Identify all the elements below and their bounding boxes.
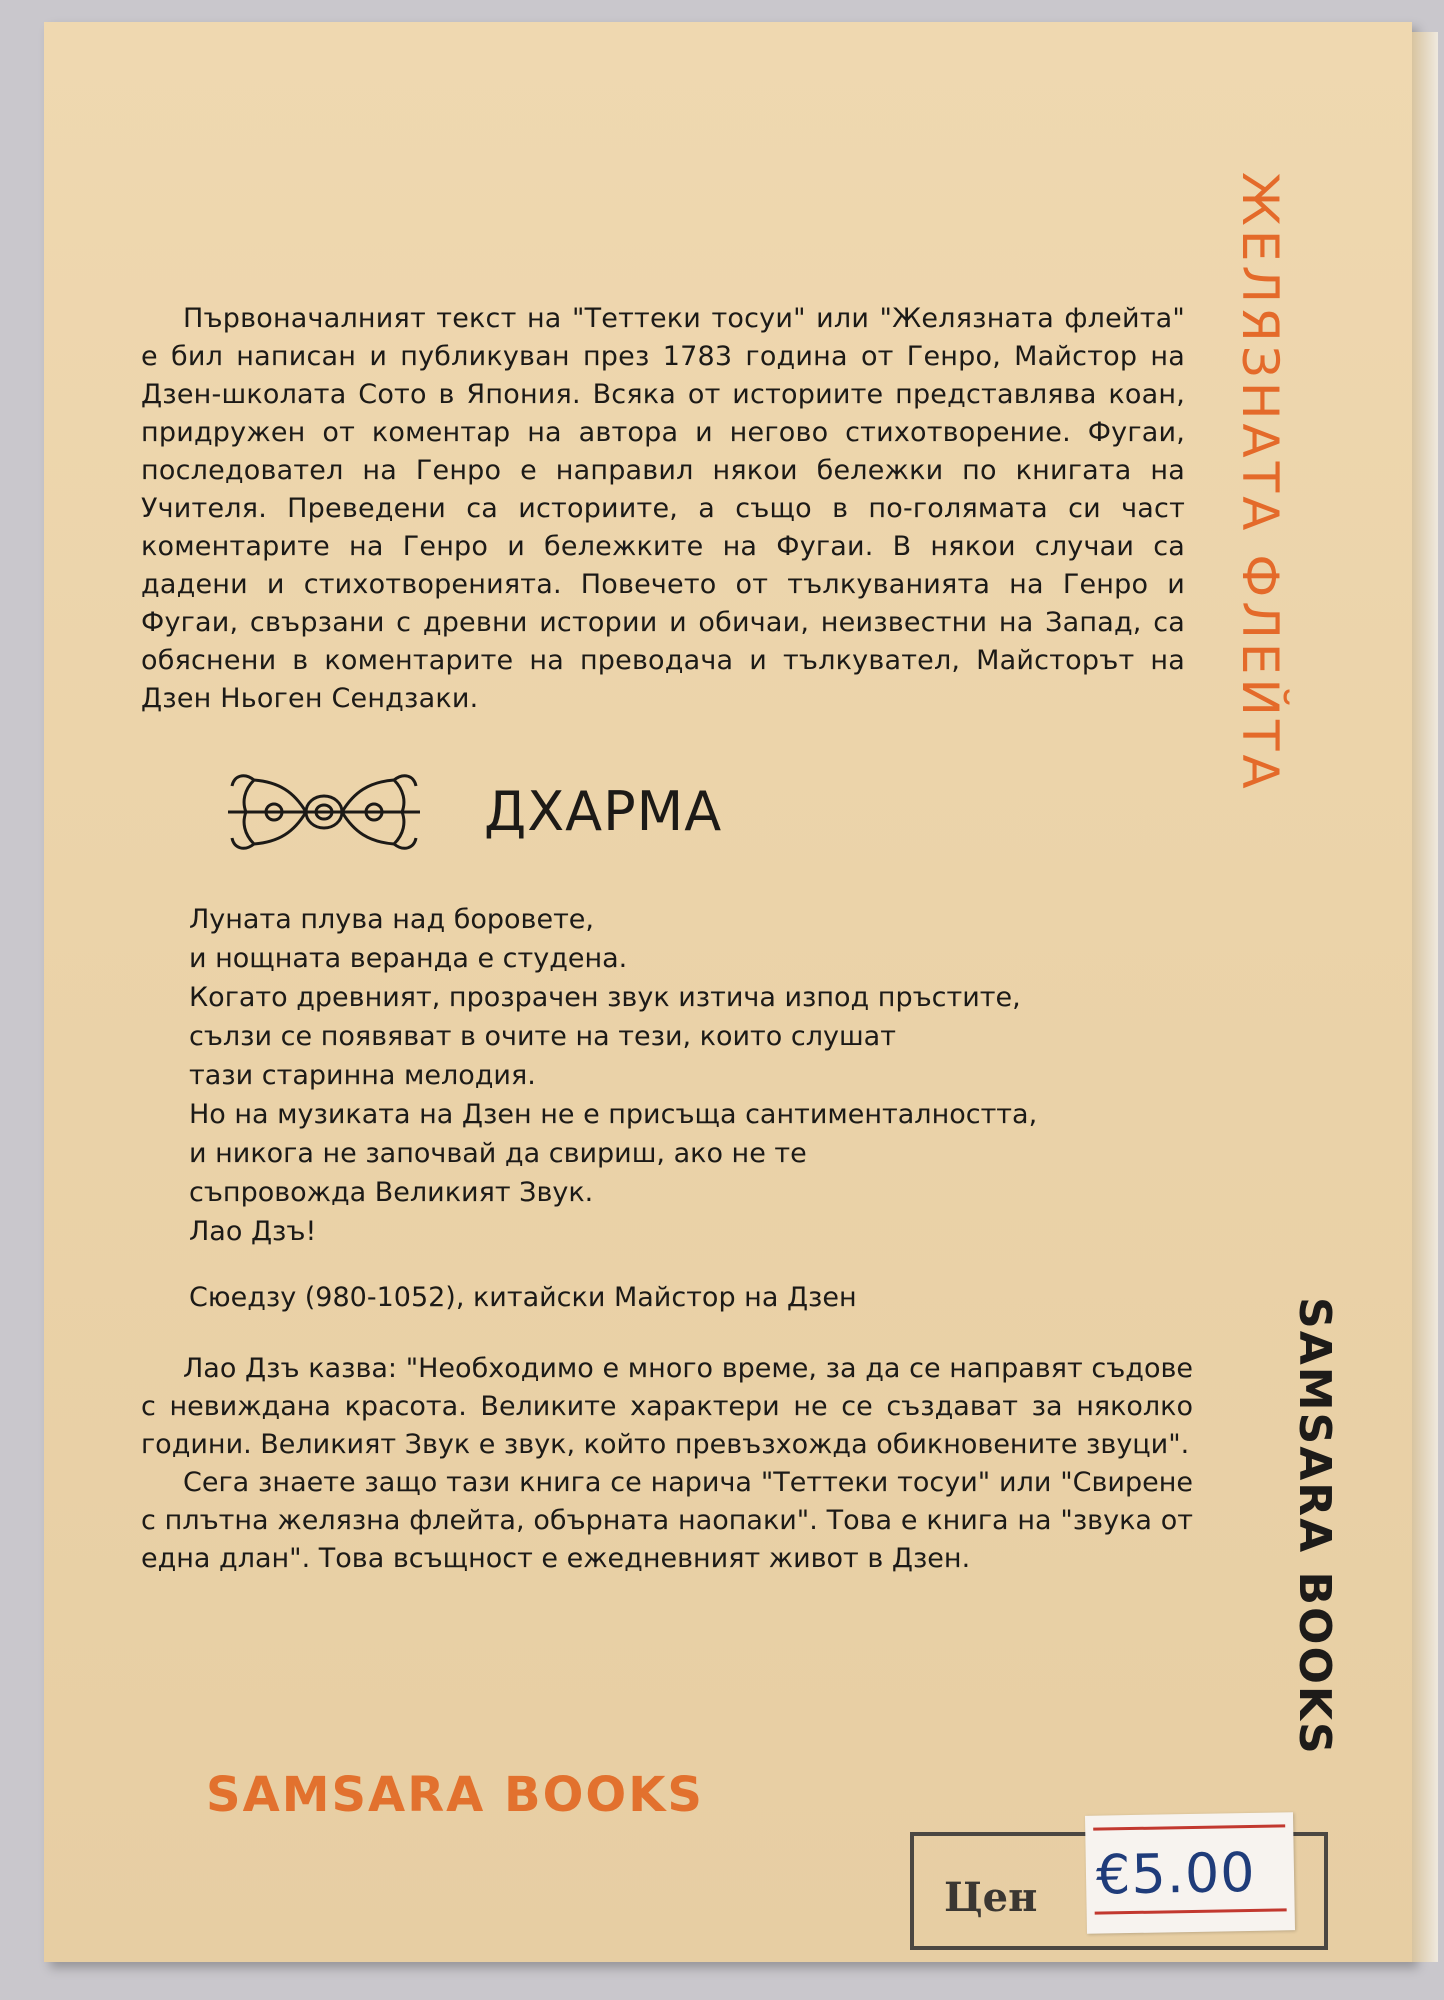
emblem-title: ДХАРМА: [484, 780, 723, 843]
vajra-icon: [224, 762, 424, 862]
publisher-logo: SAMSARA BOOKS: [206, 1767, 704, 1823]
poem-line: и нощната веранда е студена.: [189, 943, 628, 974]
spine-title: ЖЕЛЯЗНАТА ФЛЕЙТА: [1231, 172, 1289, 793]
poem-line: сълзи се появяват в очите на тези, които слушат: [189, 1021, 896, 1052]
closing-text: [141, 1350, 1193, 1578]
price-sticker: [1085, 1812, 1295, 1934]
closing-paragraph: Сега знаете защо тази книга се нарича "Теттеки тосуи" или "Свирене с плътна желязна флейта, обърната наопаки". Това е книга на "звука от една длан". Това всъщност е ежедневният живот в Дзен.: [141, 1467, 1193, 1574]
price-sticker-line: [1093, 1824, 1285, 1830]
closing-paragraph: Лао Дзъ казва: "Необходимо е много време, за да се направят съдове с невиждана красота. Великите характери не се създават за няколко години. Великият Звук е звук, който превъзхожда обикновените звуци".: [141, 1353, 1193, 1460]
poem-attribution: Сюедзу (980-1052), китайски Майстор на Дзен: [189, 1282, 857, 1313]
poem-line: Лао Дзъ!: [189, 1216, 317, 1247]
price-sticker-line: [1095, 1908, 1287, 1914]
poem-line: съпровожда Великият Звук.: [189, 1177, 594, 1208]
spine-publisher-logo: SAMSARA BOOKS: [1289, 1297, 1340, 1756]
cover-page-edge: [1412, 32, 1438, 1962]
dharma-emblem-row: [224, 762, 824, 872]
price-stamp-text: Цен: [944, 1874, 1038, 1921]
poem-line: Когато древният, прозрачен звук изтича изпод пръстите,: [189, 982, 1021, 1013]
poem: [189, 900, 1089, 1251]
intro-paragraph: Първоначалният текст на "Теттеки тосуи" или "Желязната флейта" е бил написан и публикуван през 1783 година от Генро, Майстор на Дзен-школата Сото в Япония. Всяка от историите представлява коан, придружен от коментар на автора и негово стихотворение. Фугаи, последовател на Генро е направил някои бележки по книгата на Учителя. Преведени са историите, а също в по-голямата си част коментарите на Генро и бележките на Фугаи. В някои случаи са дадени и стихотворенията. Повечето от тълкуванията на Генро и Фугаи, свързани с древни истории и обичаи, неизвестни на Запад, са обяснени в коментарите на преводача и тълкувател, Майсторът на Дзен Ньоген Сендзаки.: [141, 303, 1185, 714]
poem-line: Луната плува над боровете,: [189, 904, 594, 935]
poem-line: Но на музиката на Дзен не е присъща сантименталността,: [189, 1099, 1038, 1130]
price-value: €5.00: [1095, 1840, 1257, 1907]
poem-line: и никога не започвай да свириш, ако не те: [189, 1138, 807, 1169]
book-back-cover: [44, 22, 1412, 1962]
poem-line: тази старинна мелодия.: [189, 1060, 536, 1091]
